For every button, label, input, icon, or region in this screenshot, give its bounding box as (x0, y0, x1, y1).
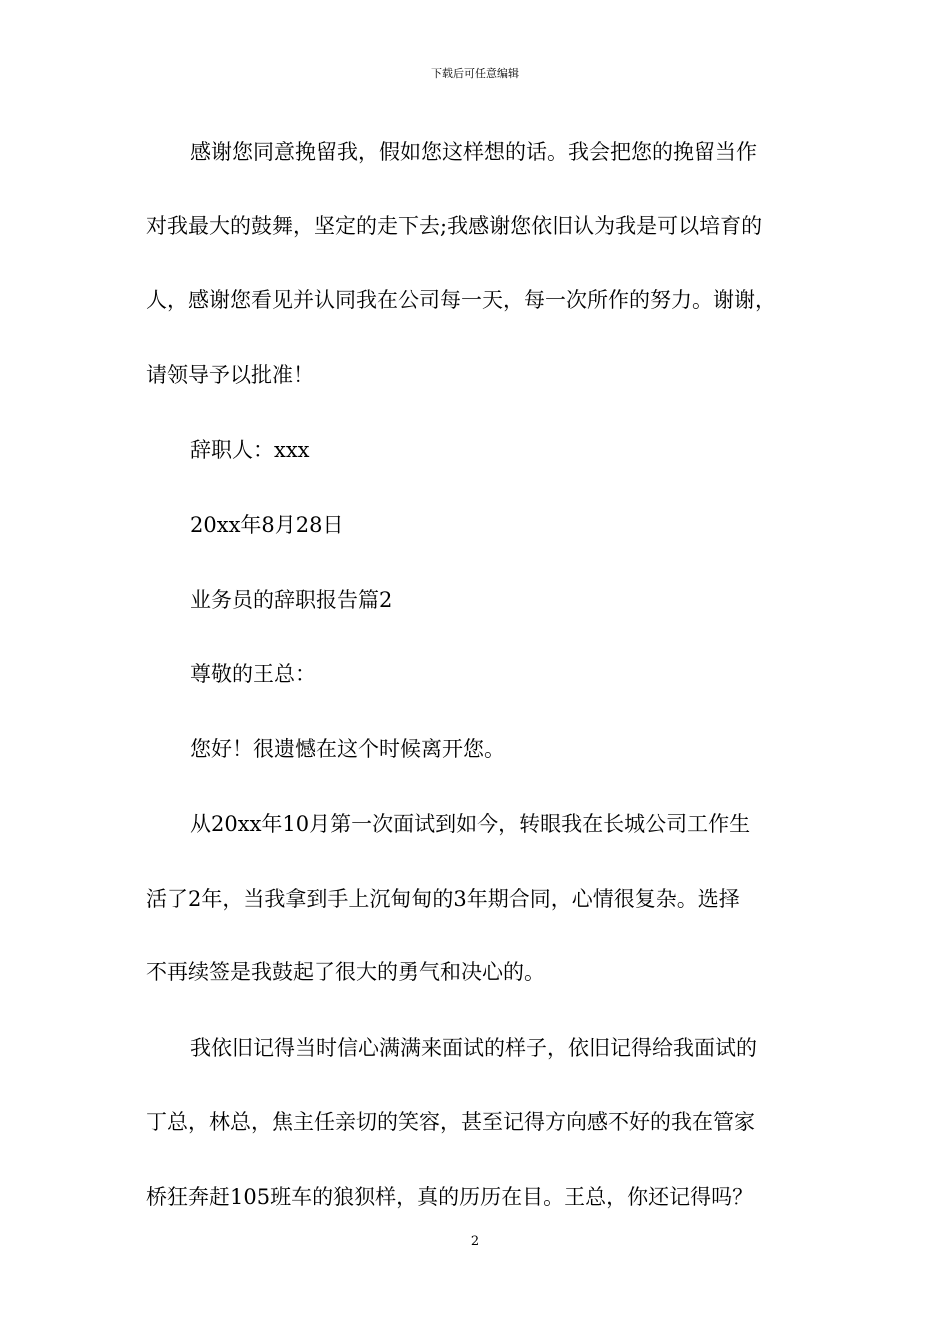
section-title: 业务员的辞职报告篇2 (190, 588, 393, 612)
page-header: 下载后可任意编辑 (431, 67, 519, 80)
body-line-11: 活了2年，当我拿到手上沉甸甸的3年期合同，心情很复杂。选择 (146, 887, 740, 911)
body-line-12: 不再续签是我鼓起了很大的勇气和决心的。 (146, 960, 545, 984)
body-line-3: 人，感谢您看见并认同我在公司每一天，每一次所作的努力。谢谢， (146, 288, 776, 312)
body-line-13: 我依旧记得当时信心满满来面试的样子，依旧记得给我面试的 (190, 1036, 757, 1060)
body-line-14: 丁总，林总，焦主任亲切的笑容，甚至记得方向感不好的我在管家 (146, 1110, 755, 1134)
body-line-2: 对我最大的鼓舞，坚定的走下去;我感谢您依旧认为我是可以培育的 (146, 214, 763, 238)
page-number: 2 (470, 1234, 480, 1249)
greeting-line: 您好！很遗憾在这个时候离开您。 (190, 737, 505, 761)
body-line-4: 请领导予以批准！ (146, 363, 314, 387)
salutation: 尊敬的王总： (190, 662, 316, 686)
body-line-10: 从20xx年10月第一次面试到如今，转眼我在长城公司工作生 (190, 812, 751, 836)
date-line: 20xx年8月28日 (190, 513, 344, 537)
resigner-line: 辞职人：xxx (190, 438, 310, 462)
body-line-15: 桥狂奔赶105班车的狼狈样，真的历历在目。王总，你还记得吗？ (146, 1185, 754, 1209)
body-line-1: 感谢您同意挽留我，假如您这样想的话。我会把您的挽留当作 (190, 140, 757, 164)
